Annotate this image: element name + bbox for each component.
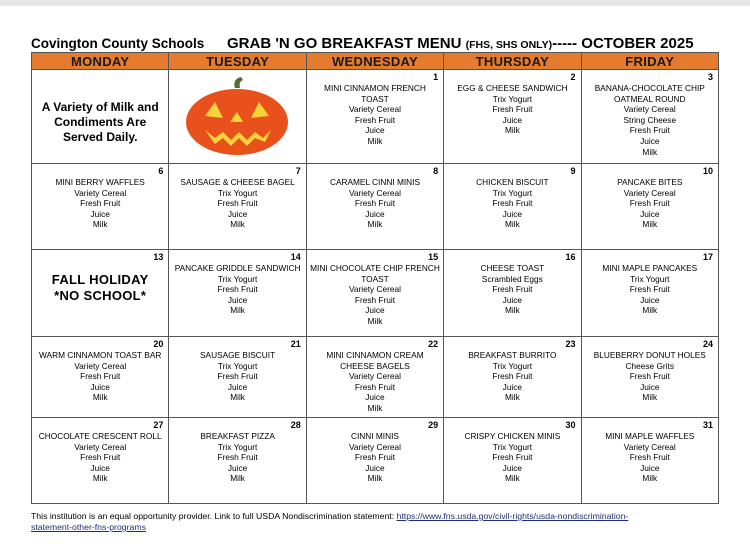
menu-items	[307, 70, 443, 147]
menu-items	[582, 250, 718, 316]
nondiscrimination-link[interactable]: https://www.fns.usda.gov/civil-rights/usda-nondiscrimination-	[396, 511, 629, 521]
menu-items	[32, 164, 168, 230]
menu-item: Fresh Fruit	[217, 198, 258, 209]
menu-item: Variety Cereal	[349, 371, 401, 382]
menu-items	[307, 337, 443, 414]
day-number: 28	[290, 420, 301, 430]
menu-item: Fresh Fruit	[217, 371, 258, 382]
menu-item: Variety Cereal	[623, 441, 676, 452]
note-line: Served Daily.	[62, 130, 138, 144]
weekday-header-row	[32, 53, 719, 70]
day-cell	[32, 250, 169, 337]
note-line: Condiments Are	[54, 115, 147, 129]
day-number: 16	[565, 252, 576, 262]
holiday-line: *NO SCHOOL*	[54, 288, 147, 303]
menu-item: Milk	[367, 135, 383, 146]
day-cell	[581, 418, 718, 504]
menu-item: Juice	[227, 381, 248, 392]
menu-item: String Cheese	[623, 114, 677, 125]
menu-item: Juice	[90, 462, 110, 473]
menu-item: Milk	[642, 305, 658, 316]
day-number: 21	[290, 339, 301, 349]
menu-item: Juice	[502, 381, 523, 392]
jack-o-lantern-icon	[183, 76, 291, 156]
day-cell	[169, 250, 306, 337]
day-cell	[306, 337, 443, 418]
menu-items	[307, 250, 443, 327]
menu-item: Cheese Grits	[625, 360, 674, 371]
menu-items	[444, 70, 580, 136]
menu-item: PANCAKE GRIDDLE SANDWICH	[174, 263, 301, 273]
day-cell	[306, 418, 443, 504]
menu-item: Milk	[92, 392, 108, 403]
day-cell	[32, 418, 169, 504]
menu-items	[444, 250, 580, 316]
day-number: 9	[570, 166, 576, 176]
menu-item: OATMEAL ROUND	[614, 93, 686, 104]
menu-item: Variety Cereal	[349, 284, 401, 295]
menu-item: CHICKEN BISCUIT	[476, 177, 549, 187]
menu-item: Fresh Fruit	[629, 371, 670, 382]
menu-item: Juice	[227, 208, 248, 219]
menu-item: Fresh Fruit	[492, 198, 533, 209]
menu-item: Milk	[230, 305, 245, 316]
day-cell	[444, 70, 581, 164]
menu-item: BANANA-CHOCOLATE CHIP	[594, 83, 705, 93]
menu-item: Milk	[504, 125, 520, 136]
menu-item: BLUEBERRY DONUT HOLES	[593, 350, 706, 360]
menu-item: Milk	[504, 219, 520, 230]
menu-item: CRISPY CHICKEN MINIS	[464, 431, 561, 441]
menu-item: Juice	[90, 381, 110, 392]
top-border	[0, 0, 750, 6]
menu-item: MINI CHOCOLATE CHIP FRENCH	[310, 263, 440, 273]
menu-item: SAUSAGE BISCUIT	[200, 350, 276, 360]
menu-item: Juice	[365, 462, 385, 473]
menu-item: Trix Yogurt	[492, 441, 533, 452]
note-line: A Variety of Milk and	[41, 100, 159, 114]
day-cell	[169, 337, 306, 418]
menu-item: Juice	[640, 135, 660, 146]
menu-title	[227, 35, 694, 52]
day-cell	[169, 418, 306, 504]
day-number: 15	[428, 252, 439, 262]
menu-item: Fresh Fruit	[217, 452, 258, 463]
menu-item: Milk	[92, 473, 108, 484]
day-number: 13	[153, 252, 164, 262]
menu-item: Fresh Fruit	[492, 452, 533, 463]
menu-item: CHEESE TOAST	[480, 263, 545, 273]
menu-item: PANCAKE BITES	[617, 177, 683, 187]
day-number: 30	[565, 420, 576, 430]
menu-item: Juice	[365, 208, 385, 219]
menu-item: Trix Yogurt	[217, 360, 258, 371]
menu-item: CARAMEL CINNI MINIS	[329, 177, 420, 187]
menu-items	[444, 164, 580, 230]
day-cell	[169, 164, 306, 250]
day-cell	[444, 337, 581, 418]
menu-item: Fresh Fruit	[80, 198, 121, 209]
menu-items	[307, 164, 443, 230]
menu-item: Juice	[640, 294, 660, 305]
menu-item: BREAKFAST PIZZA	[200, 431, 275, 441]
menu-item: Juice	[227, 294, 248, 305]
menu-item: Juice	[365, 125, 385, 136]
menu-item: CHOCOLATE CRESCENT ROLL	[38, 431, 162, 441]
menu-item: MINI CINNAMON FRENCH	[324, 83, 426, 93]
menu-item: Fresh Fruit	[629, 452, 670, 463]
week-row	[32, 164, 719, 250]
menu-item: Milk	[367, 219, 383, 230]
menu-header	[31, 35, 721, 53]
day-number: 17	[702, 252, 713, 262]
menu-item: Juice	[640, 381, 660, 392]
menu-item: Fresh Fruit	[217, 284, 258, 295]
school-name: Covington County Schools	[31, 36, 205, 51]
menu-item: TOAST	[361, 273, 389, 284]
menu-item: Fresh Fruit	[354, 198, 396, 209]
menu-item: MINI MAPLE WAFFLES	[605, 431, 695, 441]
day-cell	[306, 250, 443, 337]
day-number: 20	[153, 339, 164, 349]
day-number: 6	[158, 166, 164, 176]
day-cell	[444, 164, 581, 250]
menu-item: Juice	[502, 208, 523, 219]
menu-item: Fresh Fruit	[492, 104, 533, 115]
day-cell	[32, 337, 169, 418]
menu-item: Milk	[642, 392, 658, 403]
day-number: 1	[433, 72, 439, 82]
menu-item: Milk	[504, 392, 520, 403]
menu-items	[444, 337, 580, 403]
menu-item: Variety Cereal	[623, 187, 676, 198]
menu-items	[582, 337, 718, 403]
day-number: 2	[570, 72, 576, 82]
menu-item: Fresh Fruit	[354, 452, 396, 463]
menu-items	[169, 164, 305, 230]
day-number: 3	[707, 72, 713, 82]
menu-item: Fresh Fruit	[629, 125, 670, 136]
day-cell	[581, 164, 718, 250]
menu-item: Juice	[640, 208, 660, 219]
menu-items	[169, 250, 305, 316]
menu-items	[32, 337, 168, 403]
menu-item: Milk	[230, 392, 245, 403]
day-cell	[32, 70, 169, 164]
fall-holiday-note	[32, 250, 168, 304]
weekday-tuesday: TUESDAY	[169, 53, 306, 70]
menu-item: Juice	[227, 462, 248, 473]
menu-item: EGG & CHEESE SANDWICH	[457, 83, 568, 93]
menu-item: Scrambled Eggs	[481, 273, 543, 284]
day-number: 8	[433, 166, 439, 176]
menu-item: SAUSAGE & CHEESE BAGEL	[180, 177, 295, 187]
day-cell	[306, 70, 443, 164]
menu-item: Fresh Fruit	[492, 371, 533, 382]
day-cell	[306, 164, 443, 250]
day-number: 31	[702, 420, 713, 430]
menu-items	[582, 164, 718, 230]
menu-item: Milk	[92, 219, 108, 230]
menu-item: Milk	[504, 305, 520, 316]
menu-item: Milk	[642, 473, 658, 484]
day-number: 23	[565, 339, 576, 349]
milk-condiments-note	[32, 70, 168, 145]
menu-item: Fresh Fruit	[629, 284, 670, 295]
weekday-friday: FRIDAY	[581, 53, 718, 70]
day-cell	[32, 164, 169, 250]
menu-item: Juice	[502, 294, 523, 305]
menu-item: Fresh Fruit	[354, 381, 396, 392]
week-row	[32, 337, 719, 418]
menu-item: Fresh Fruit	[80, 452, 121, 463]
menu-item: Variety Cereal	[74, 360, 127, 371]
nondiscrimination-link-continued[interactable]: statement-other-fns-programs	[31, 522, 146, 532]
menu-item: Fresh Fruit	[629, 198, 670, 209]
menu-items	[582, 70, 718, 157]
menu-item: Fresh Fruit	[80, 371, 121, 382]
menu-month: OCTOBER 2025	[581, 35, 694, 52]
menu-items	[32, 418, 168, 484]
menu-item: Milk	[642, 219, 658, 230]
day-cell	[444, 418, 581, 504]
day-cell	[581, 337, 718, 418]
day-number: 14	[290, 252, 301, 262]
menu-item: Fresh Fruit	[354, 114, 396, 125]
equal-opportunity-statement: This institution is an equal opportunity provider. Link to full USDA Nondiscrimination statement:	[31, 511, 397, 521]
menu-calendar	[31, 52, 719, 504]
menu-item: TOAST	[361, 93, 389, 104]
menu-item: CHEESE BAGELS	[340, 360, 410, 371]
menu-item: Variety Cereal	[349, 187, 401, 198]
day-number: 7	[295, 166, 301, 176]
day-cell	[444, 250, 581, 337]
menu-item: Fresh Fruit	[492, 284, 533, 295]
day-number: 10	[702, 166, 713, 176]
menu-title-main: GRAB 'N GO BREAKFAST MENU	[227, 35, 462, 52]
week-row	[32, 250, 719, 337]
weekday-wednesday: WEDNESDAY	[306, 53, 443, 70]
menu-item: BREAKFAST BURRITO	[468, 350, 557, 360]
menu-item: Milk	[230, 219, 245, 230]
menu-item: WARM CINNAMON TOAST BAR	[39, 350, 162, 360]
menu-item: Milk	[367, 402, 383, 413]
menu-items	[582, 418, 718, 484]
menu-item: MINI BERRY WAFFLES	[55, 177, 145, 187]
weekday-monday: MONDAY	[32, 53, 169, 70]
menu-item: Trix Yogurt	[217, 441, 258, 452]
menu-item: Trix Yogurt	[492, 187, 533, 198]
menu-title-note: (FHS, SHS ONLY)	[465, 39, 553, 51]
menu-item: Milk	[367, 315, 383, 326]
menu-items	[169, 337, 305, 403]
weekday-thursday: THURSDAY	[444, 53, 581, 70]
menu-item: Milk	[230, 473, 245, 484]
menu-item: Variety Cereal	[74, 187, 127, 198]
menu-item: Variety Cereal	[349, 104, 401, 115]
menu-item: Milk	[642, 146, 658, 157]
week-row	[32, 418, 719, 504]
day-number: 22	[428, 339, 439, 349]
day-cell	[169, 70, 306, 164]
menu-items	[444, 418, 580, 484]
menu-item: Trix Yogurt	[492, 93, 533, 104]
week-row	[32, 70, 719, 164]
menu-item: Milk	[504, 473, 520, 484]
menu-item: Juice	[90, 208, 110, 219]
day-number: 29	[428, 420, 439, 430]
menu-items	[307, 418, 443, 484]
menu-item: Trix Yogurt	[217, 187, 258, 198]
menu-items	[169, 418, 305, 484]
day-cell	[581, 70, 718, 164]
menu-title-separator: -----	[552, 35, 578, 52]
menu-item: Juice	[502, 114, 523, 125]
menu-item: Variety Cereal	[623, 104, 676, 115]
menu-item: CINNI MINIS	[351, 431, 399, 441]
menu-item: MINI CINNAMON CREAM	[326, 350, 424, 360]
menu-item: Variety Cereal	[349, 441, 401, 452]
day-number: 24	[702, 339, 713, 349]
menu-item: Milk	[367, 473, 383, 484]
menu-item: Trix Yogurt	[630, 273, 670, 284]
menu-item: Fresh Fruit	[354, 294, 396, 305]
menu-item: Trix Yogurt	[217, 273, 258, 284]
menu-item: Variety Cereal	[74, 441, 127, 452]
menu-item: Juice	[640, 462, 660, 473]
day-cell	[581, 250, 718, 337]
holiday-line: FALL HOLIDAY	[51, 272, 149, 287]
day-number: 27	[153, 420, 164, 430]
menu-item: Juice	[502, 462, 523, 473]
menu-item: Juice	[365, 392, 385, 403]
footer-notice	[31, 511, 731, 533]
menu-item: Trix Yogurt	[492, 360, 533, 371]
menu-item: Juice	[365, 305, 385, 316]
menu-item: MINI MAPLE PANCAKES	[602, 263, 698, 273]
